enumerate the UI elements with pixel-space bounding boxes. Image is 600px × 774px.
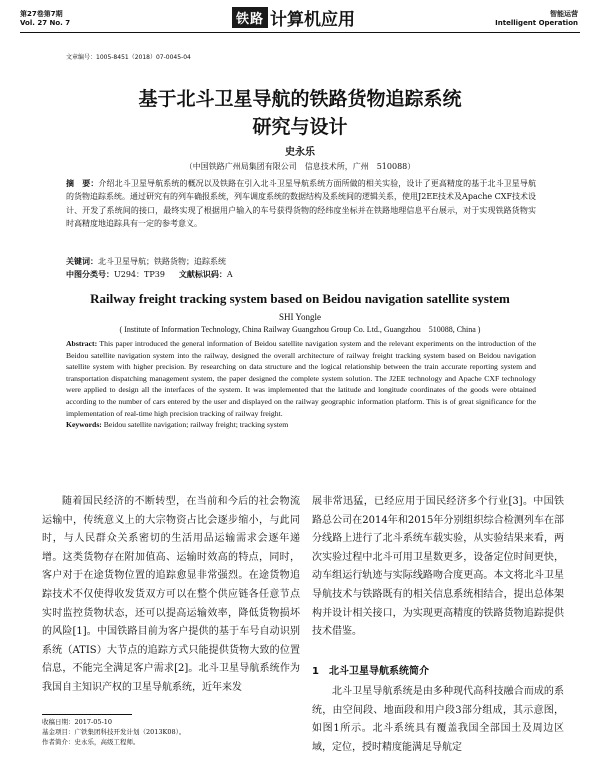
footnote-received: 收稿日期：2017-05-10 <box>42 718 112 726</box>
column-label <box>495 10 578 28</box>
class-code: U294：TP39 <box>114 270 165 279</box>
paper-title-en: Railway freight tracking system based on Beidou navigation satellite system <box>90 291 510 306</box>
issue-cn: 第27卷第7期 <box>20 10 63 18</box>
column-label-cn: 智能运营 <box>550 10 578 18</box>
logo-title: 计算机应用 <box>270 9 356 30</box>
keywords-en <box>66 419 536 431</box>
journal-issue <box>20 10 70 28</box>
issue-en: Vol. 27 No. 7 <box>20 19 71 27</box>
abstract-cn-label: 摘 要： <box>66 179 99 188</box>
abstract-cn-text: 介绍北斗卫星导航系统的概况以及铁路在引入北斗卫星导航系统方面所做的相关实验，设计了更高精度的基于北斗卫星导航的货物追踪系统。通过研究有的列车确报系统，列车调度系统的数据结构及系统间的逻辑关系，使用J2EE技术及Apache CXF技术设计、开发了系统间的接口，最终实现了根据用户输入的车号获得货物的经纬度坐标并在铁路地理信息平台展示，对于实现铁路货物实时高精度地追踪具有一定的参考意义。 <box>66 179 536 229</box>
section-heading-1: 1 北斗卫星导航系统简介 <box>312 666 429 677</box>
keywords-cn-label: 关键词： <box>66 257 98 266</box>
abstract-en-text: This paper introduced the general information of Beidou satellite navigation system and the relevant experiments on the introduction of the Beidou satellite navigation system into the railway, designed the overall architecture of railway freight tracking system based on Beidou navigation satellite system with higher precision. By researching on data structure and the logical relationship between the train accurate reporting system and transportation dispatching management system, the paper designed the complete system solution. The J2EE technology and Apache CXF technology were applied to design all the interfaces of the system. It was implemented that the latitude and longitude coordinates of the goods were obtained according to the number of cars entered by the user and displayed on the railway geographic information platform. This is of great significance for the implementation of real-time high precision tracking of railway freight. <box>66 339 536 418</box>
abstract-en <box>66 338 536 431</box>
affiliation-cn: （中国铁路广州局集团有限公司 信息技术所，广州 510088） <box>184 162 416 171</box>
class-label: 中图分类号： <box>66 270 114 279</box>
journal-logo <box>232 6 355 28</box>
keywords-en-label: Keywords: <box>66 420 102 430</box>
author-en: SHI Yongle <box>278 312 321 322</box>
body-left-column: 随着国民经济的不断转型，在当前和今后的社会物流运输中，传统意义上的大宗物资占比会逐步缩小，与此同时，与人民群众关系密切的生活用品运输需求会逐年递增。这类货物存在附加值高、运输时效高的特点，同时，客户对于在途货物位置的追踪愈显非常强烈。在途货物追踪技术不仅使得收发货双方可以在整个供应链各任意节点实时监控货物状态，还可以提高运输效率，降低货物损坏的风险[1]。中国铁路目前为客户提供的基于车号自动识别系统（ATIS）大节点的追踪方式只能提供货物大致的位置信息，不能完全满足客户需求[2]。北斗卫星导航系统作为我国自主知识产权的卫星导航系统，近年来发 <box>42 496 300 693</box>
body-right-column-bottom: 北斗卫星导航系统是由多种现代高科技融合而成的系统，由空间段、地面段和用户段3部分组成，其示意图，如图1所示。北斗系统具有覆盖我国全部国土及周边区域，定位，授时精度能满足导航定 <box>312 686 564 753</box>
keywords-en-text: Beidou satellite navigation; railway freight; tracking system <box>103 420 289 430</box>
keywords-cn-text: 北斗卫星导航；铁路货物；追踪系统 <box>98 257 226 266</box>
author-cn: 史永乐 <box>285 147 315 158</box>
doc-code: A <box>226 270 233 279</box>
paper-title-cn-line2: 研究与设计 <box>252 116 348 138</box>
footnote-divider <box>42 714 132 715</box>
affiliation-en: ( Institute of Information Technology, China Railway Guangzhou Group Co. Ltd., Guangzhou 510088, China ) <box>119 325 481 334</box>
classification-cn <box>66 268 536 281</box>
footnote-author: 作者简介：史永乐，高级工程师。 <box>42 738 140 746</box>
doc-code-label: 文献标识码： <box>178 270 227 279</box>
article-number: 文章编号：1005-8451（2018）07-0045-04 <box>66 54 191 61</box>
paper-title-cn-line1: 基于北斗卫星导航的铁路货物追踪系统 <box>138 88 462 110</box>
body-right-column-top: 展非常迅猛，已经应用于国民经济多个行业[3]。中国铁路总公司在2014年和2015年分别组织综合检测列车在部分线路上进行了北斗系统车载实验，从实验结果来看，两次实验过程中北斗可用卫星数更多，设备定位时间更快，动车组运行轨迹与实际线路吻合度更高。本文将北斗卫星导航技术与铁路既有的相关信息系统相结合，提出总体架构并设计相关接口，为实现更高精度的铁路货物追踪提供技术借鉴。 <box>312 496 564 638</box>
abstract-en-label: Abstract: <box>66 339 98 348</box>
column-label-en: Intelligent Operation <box>495 19 578 27</box>
abstract-cn <box>66 177 536 231</box>
logo-box: 铁路 <box>232 7 268 28</box>
header-divider <box>20 32 580 33</box>
footnote-fund: 基金项目：广铁集团科技开发计划（2013K08）。 <box>42 728 186 736</box>
keywords-cn <box>66 255 536 268</box>
